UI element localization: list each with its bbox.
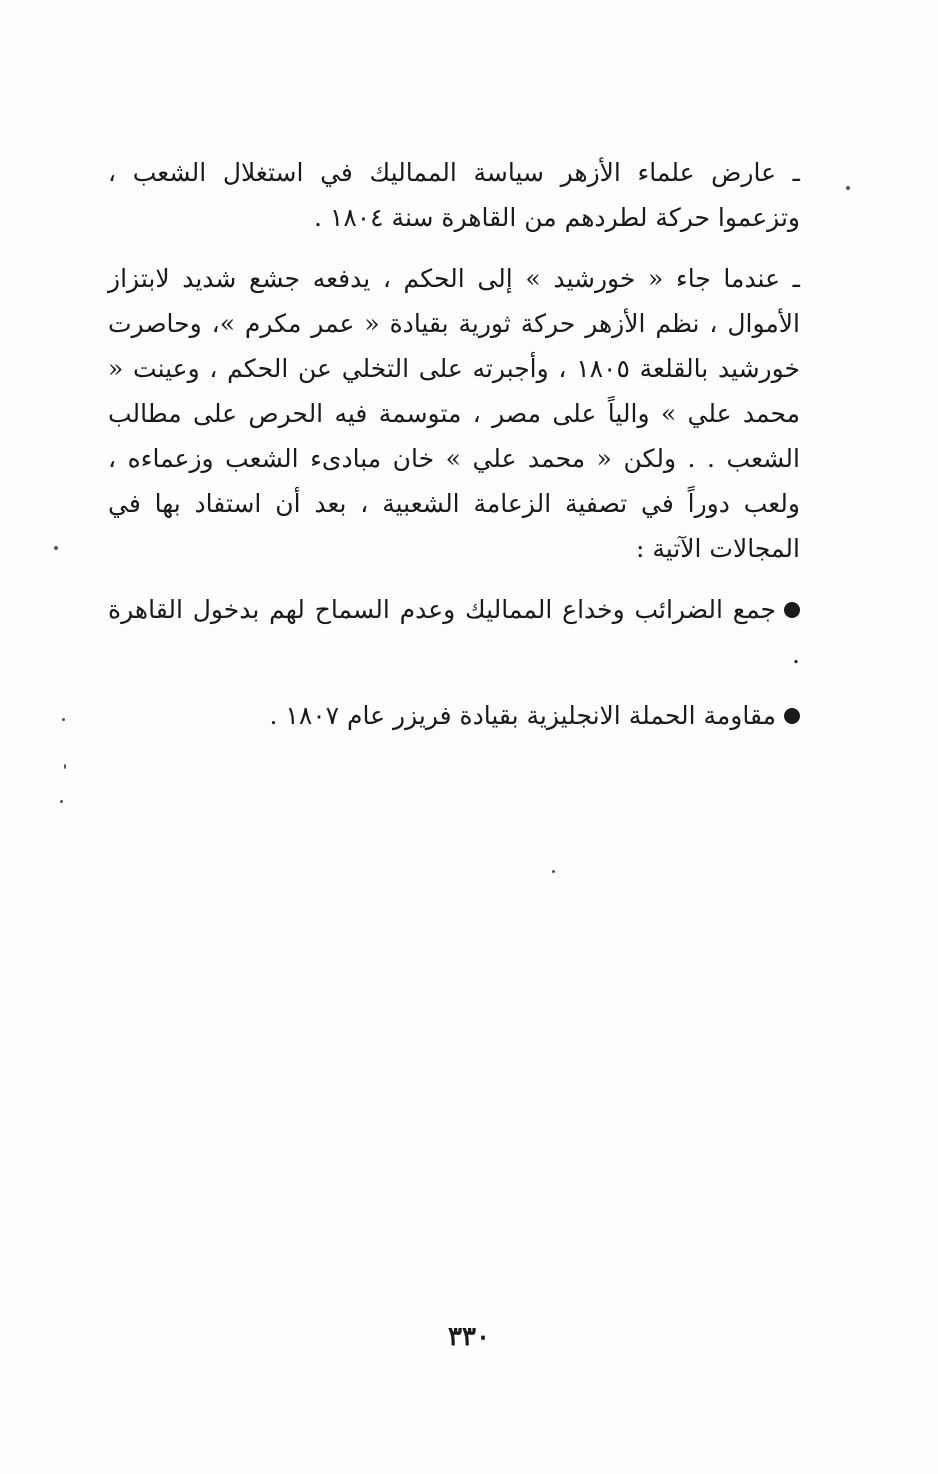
bullet-dot-icon xyxy=(784,602,800,618)
scan-speck xyxy=(846,186,850,190)
page-number: ٣٣٠ xyxy=(448,1322,490,1352)
bullet-dot-icon xyxy=(784,708,800,724)
bullet-text: مقاومة الحملة الانجليزية بقيادة فريزر عام ١٨٠٧ . xyxy=(269,701,776,730)
bullet-text: جمع الضرائب وخداع المماليك وعدم السماح لهم بدخول القاهرة . xyxy=(108,595,800,669)
scan-speck xyxy=(54,546,58,550)
page-body xyxy=(108,150,800,754)
scan-speck xyxy=(60,800,63,803)
scan-speck xyxy=(62,718,65,721)
scan-speck xyxy=(64,764,66,769)
bullet-item-fraser xyxy=(108,693,800,738)
bullet-item-taxes xyxy=(108,587,800,677)
paragraph-ulama-opposition: ـ عارض علماء الأزهر سياسة المماليك في استغلال الشعب ، وتزعموا حركة لطردهم من القاهرة سنة ١٨٠٤ . xyxy=(108,158,800,232)
paragraph-khurshid-revolt: ـ عندما جاء « خورشيد » إلى الحكم ، يدفعه جشع شديد لابتزاز الأموال ، نظم الأزهر حركة ثورية بقيادة « عمر مكرم »، وحاصرت خورشيد بالقلعة ١٨٠٥ ، وأجبرته على التخلي عن الحكم ، وعينت « محمد علي » والياً على مصر ، متوسمة فيه الحرص على مطالب الشعب . . ولكن « محمد علي » خان مبادىء الشعب وزعماءه ، ولعب دوراً في تصفية الزعامة الشعبية ، بعد أن استفاد بها في المجالات الآتية : xyxy=(108,264,800,563)
scan-speck xyxy=(552,870,555,873)
